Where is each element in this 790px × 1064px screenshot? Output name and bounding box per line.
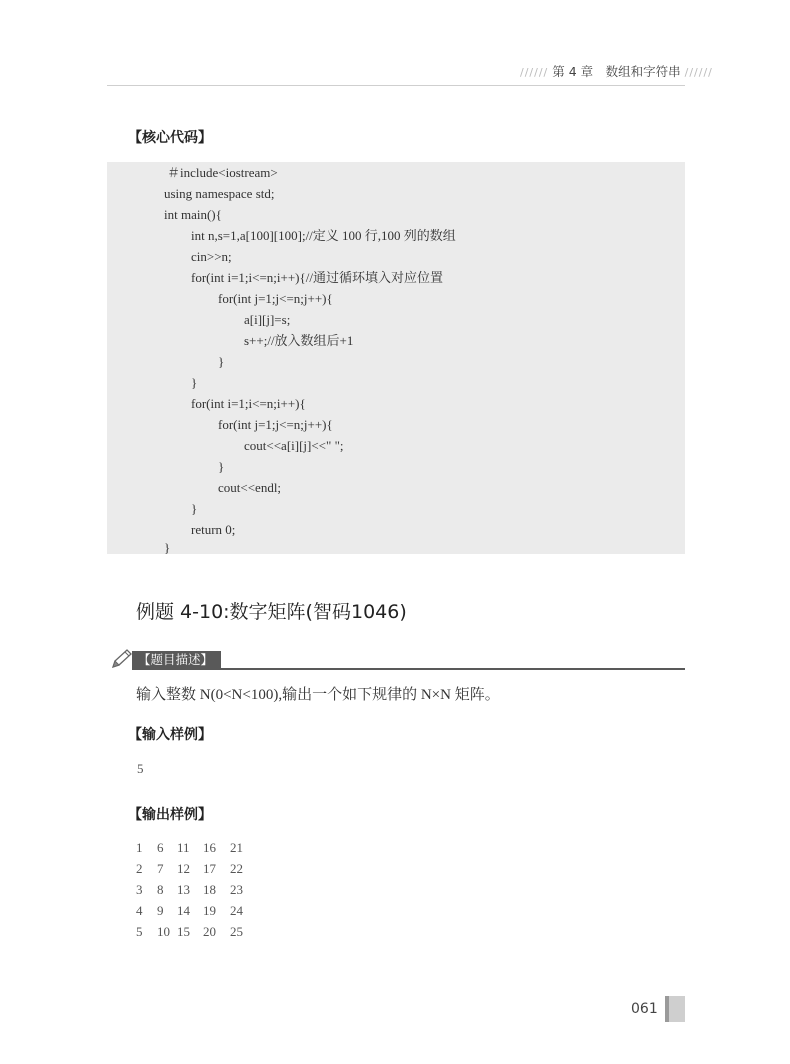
description-tag: 【题目描述】 — [132, 651, 221, 668]
example-title: 例题 4-10:数字矩阵(智码1046) — [136, 601, 407, 623]
output-row — [136, 840, 276, 856]
code-line: for(int i=1;i<=n;i++){ — [191, 396, 306, 411]
output-cell: 8 — [157, 882, 164, 897]
output-row — [136, 882, 276, 898]
output-cell: 16 — [203, 840, 216, 855]
output-cell: 25 — [230, 924, 243, 939]
input-sample-value: 5 — [137, 761, 144, 776]
code-block — [107, 162, 685, 554]
code-line: } — [191, 501, 198, 516]
pencil-icon — [110, 648, 134, 670]
output-cell: 17 — [203, 861, 216, 876]
code-line: for(int i=1;i<=n;i++){//通过循环填入对应位置 — [191, 270, 443, 285]
output-cell: 13 — [177, 882, 190, 897]
code-line: cin>>n; — [191, 249, 232, 264]
chapter-title: 第 4 章 数组和字符串 — [552, 64, 681, 79]
code-line: } — [218, 354, 225, 369]
output-cell: 11 — [177, 840, 190, 855]
output-cell: 23 — [230, 882, 243, 897]
code-line: using namespace std; — [164, 186, 275, 201]
output-row — [136, 861, 276, 877]
output-cell: 12 — [177, 861, 190, 876]
output-cell: 24 — [230, 903, 243, 918]
core-code-heading: 【核心代码】 — [128, 130, 212, 146]
code-line: int n,s=1,a[100][100];//定义 100 行,100 列的数组 — [191, 228, 456, 243]
page-tab-marker — [665, 996, 685, 1022]
output-cell: 15 — [177, 924, 190, 939]
code-line: return 0; — [191, 522, 236, 537]
code-line: } — [218, 459, 225, 474]
code-line: for(int j=1;j<=n;j++){ — [218, 291, 333, 306]
output-cell: 20 — [203, 924, 216, 939]
running-header — [520, 62, 713, 80]
description-text: 输入整数 N(0<N<100),输出一个如下规律的 N×N 矩阵。 — [136, 687, 500, 703]
output-cell: 21 — [230, 840, 243, 855]
output-row — [136, 924, 276, 940]
output-cell: 14 — [177, 903, 190, 918]
code-line: a[i][j]=s; — [244, 312, 291, 327]
output-cell: 18 — [203, 882, 216, 897]
code-line: int main(){ — [164, 207, 222, 222]
output-cell: 2 — [136, 861, 143, 876]
output-cell: 4 — [136, 903, 143, 918]
output-cell: 22 — [230, 861, 243, 876]
output-sample-heading: 【输出样例】 — [128, 807, 212, 823]
output-cell: 5 — [136, 924, 143, 939]
description-tag-bar — [110, 648, 685, 672]
input-sample-heading: 【输入样例】 — [128, 727, 212, 743]
code-line: cout<<a[i][j]<<" "; — [244, 438, 344, 453]
code-line: } — [164, 540, 171, 554]
output-cell: 7 — [157, 861, 164, 876]
code-line: } — [191, 375, 198, 390]
output-cell: 6 — [157, 840, 164, 855]
code-line: for(int j=1;j<=n;j++){ — [218, 417, 333, 432]
description-rule — [132, 668, 685, 670]
output-row — [136, 903, 276, 919]
header-rule — [107, 85, 685, 86]
output-cell: 9 — [157, 903, 164, 918]
output-cell: 1 — [136, 840, 143, 855]
code-line: s++;//放入数组后+1 — [244, 333, 354, 348]
code-line: cout<<endl; — [218, 480, 282, 495]
output-cell: 3 — [136, 882, 143, 897]
output-cell: 10 — [157, 924, 170, 939]
code-line: ＃include<iostream> — [167, 165, 278, 180]
output-cell: 19 — [203, 903, 216, 918]
header-dots-left: ////// — [520, 66, 549, 79]
header-dots-right: ////// — [684, 66, 713, 79]
page-number: 061 — [631, 1001, 658, 1017]
